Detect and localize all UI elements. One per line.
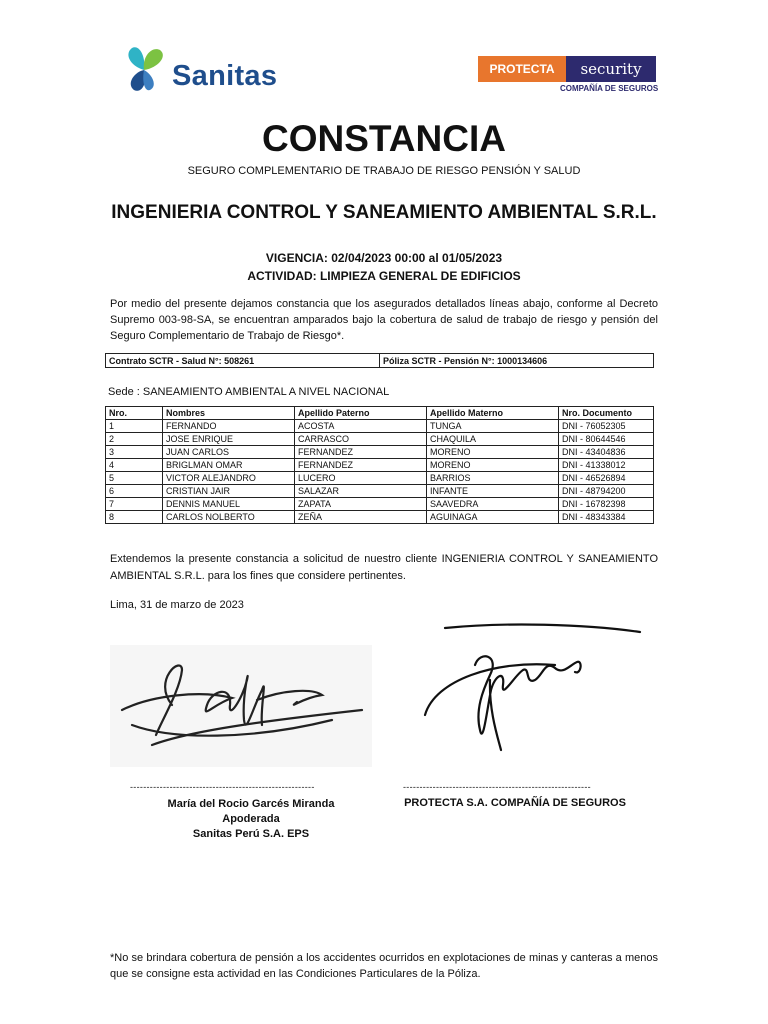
cell-nombres: JUAN CARLOS: [163, 446, 295, 459]
intro-paragraph: Por medio del presente dejamos constancia que los asegurados detallados líneas abajo, conforme al Decreto Supremo 003-98-SA, se encuentran amparados bajo la cobertura de salud de trabajo de riesgo y pensión del Seguro Complementario de Trabajo de Riesgo*.: [110, 298, 658, 342]
cell-apellido-materno: MORENO: [427, 459, 559, 472]
header-nro: Nro.: [106, 407, 163, 420]
protecta-logo-left: PROTECTA: [478, 56, 566, 82]
actividad: ACTIVIDAD: LIMPIEZA GENERAL DE EDIFICIOS: [247, 269, 521, 283]
cell-documento: DNI - 76052305: [559, 420, 654, 433]
cell-apellido-paterno: ZAPATA: [295, 498, 427, 511]
cell-nro: 8: [106, 511, 163, 524]
cell-apellido-paterno: LUCERO: [295, 472, 427, 485]
table-row: [106, 420, 654, 433]
header-apellido-paterno: Apellido Paterno: [295, 407, 427, 420]
signatory-right-org: PROTECTA S.A. COMPAÑÍA DE SEGUROS: [404, 797, 626, 809]
cell-apellido-materno: MORENO: [427, 446, 559, 459]
cell-nombres: VICTOR ALEJANDRO: [163, 472, 295, 485]
cell-apellido-paterno: ACOSTA: [295, 420, 427, 433]
cell-nro: 6: [106, 485, 163, 498]
sede-label: Sede : SANEAMIENTO AMBIENTAL A NIVEL NACIONAL: [108, 386, 390, 398]
cell-apellido-paterno: CARRASCO: [295, 433, 427, 446]
header-apellido-materno: Apellido Materno: [427, 407, 559, 420]
cell-apellido-materno: CHAQUILA: [427, 433, 559, 446]
signature-left-icon: [112, 650, 372, 765]
cell-nombres: FERNANDO: [163, 420, 295, 433]
signatory-left: [110, 797, 392, 842]
company-name: INGENIERIA CONTROL Y SANEAMIENTO AMBIENTAL S.R.L.: [111, 202, 657, 223]
sanitas-logo-icon: [122, 44, 170, 96]
cell-documento: DNI - 46526894: [559, 472, 654, 485]
document-subtitle: SEGURO COMPLEMENTARIO DE TRABAJO DE RIESGO PENSIÓN Y SALUD: [187, 165, 581, 177]
cell-apellido-materno: SAAVEDRA: [427, 498, 559, 511]
cell-documento: DNI - 41338012: [559, 459, 654, 472]
table-row: [106, 433, 654, 446]
protecta-logo-subtitle: COMPAÑÍA DE SEGUROS: [560, 84, 659, 93]
header-documento: Nro. Documento: [559, 407, 654, 420]
cell-apellido-materno: BARRIOS: [427, 472, 559, 485]
place-date: Lima, 31 de marzo de 2023: [110, 599, 244, 611]
cell-apellido-paterno: FERNANDEZ: [295, 446, 427, 459]
table-row: [106, 472, 654, 485]
contract-salud: Contrato SCTR - Salud N°: 508261: [106, 354, 380, 368]
cell-nro: 2: [106, 433, 163, 446]
signature-line-right: ---------------------------------------------------------: [403, 782, 591, 792]
cell-nro: 1: [106, 420, 163, 433]
table-row: [106, 485, 654, 498]
cell-documento: DNI - 16782398: [559, 498, 654, 511]
table-row: [106, 498, 654, 511]
contract-table: [105, 353, 654, 368]
table-header-row: [106, 407, 654, 420]
contract-pension: Póliza SCTR - Pensión N°: 1000134606: [380, 354, 654, 368]
cell-nro: 7: [106, 498, 163, 511]
protecta-logo-right: security: [566, 56, 656, 82]
vigencia: VIGENCIA: 02/04/2023 00:00 al 01/05/2023: [265, 251, 503, 265]
cell-nombres: JOSE ENRIQUE: [163, 433, 295, 446]
signatory-left-role: Apoderada: [222, 813, 280, 825]
sanitas-logo-text: Sanitas: [172, 60, 278, 92]
cell-apellido-materno: TUNGA: [427, 420, 559, 433]
cell-nro: 4: [106, 459, 163, 472]
cell-documento: DNI - 43404836: [559, 446, 654, 459]
cell-documento: DNI - 48343384: [559, 511, 654, 524]
cell-apellido-materno: INFANTE: [427, 485, 559, 498]
cell-nro: 3: [106, 446, 163, 459]
table-row: [106, 511, 654, 524]
cell-nombres: CARLOS NOLBERTO: [163, 511, 295, 524]
protecta-logo: [478, 56, 656, 82]
cell-nro: 5: [106, 472, 163, 485]
cell-apellido-paterno: FERNANDEZ: [295, 459, 427, 472]
table-row: [106, 459, 654, 472]
signatory-left-name: María del Rocio Garcés Miranda: [167, 798, 335, 810]
cell-apellido-paterno: ZEÑA: [295, 511, 427, 524]
header-nombres: Nombres: [163, 407, 295, 420]
insured-table: [105, 406, 654, 524]
signatory-left-org: Sanitas Perú S.A. EPS: [192, 828, 310, 840]
cell-documento: DNI - 48794200: [559, 485, 654, 498]
cell-nombres: BRIGLMAN OMAR: [163, 459, 295, 472]
signature-right-icon: [405, 620, 655, 765]
table-row: [106, 446, 654, 459]
cell-documento: DNI - 80644546: [559, 433, 654, 446]
cell-apellido-paterno: SALAZAR: [295, 485, 427, 498]
closing-paragraph: Extendemos la presente constancia a solicitud de nuestro cliente INGENIERIA CONTROL Y SANEAMIENTO AMBIENTAL S.R.L. para los fines que considere pertinentes.: [110, 553, 658, 582]
document-title: CONSTANCIA: [262, 118, 506, 159]
cell-apellido-materno: AGUINAGA: [427, 511, 559, 524]
footnote: *No se brindara cobertura de pensión a los accidentes ocurridos en explotaciones de minas y canteras a menos que se consigne esta actividad en las Condiciones Particulares de la Póliza.: [110, 952, 658, 980]
signature-line-left: --------------------------------------------------------: [130, 782, 315, 792]
cell-nombres: CRISTIAN JAIR: [163, 485, 295, 498]
cell-nombres: DENNIS MANUEL: [163, 498, 295, 511]
